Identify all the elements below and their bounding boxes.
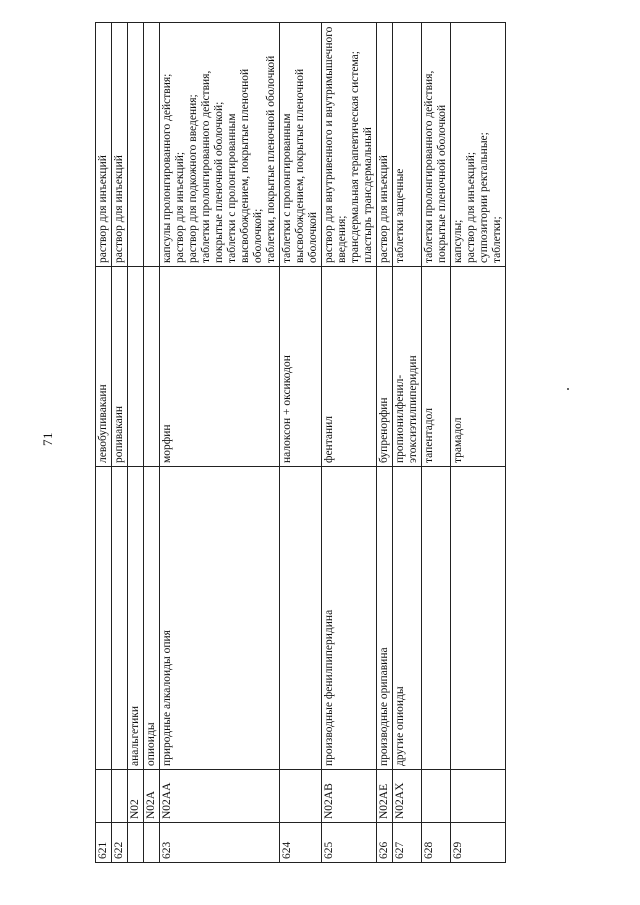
atc-code-cell (96, 770, 112, 823)
atc-group-cell (280, 467, 322, 770)
drug-name: ропивакаин (113, 405, 125, 463)
atc-group: анальгетики (129, 705, 141, 766)
dosage-form-cell (280, 23, 322, 267)
dosage-form: суппозитории ректальные; (478, 132, 490, 263)
atc-group-cell (144, 467, 160, 770)
drug-name-cell (322, 267, 377, 467)
drug-name: тапентадол (423, 408, 435, 463)
dosage-form: таблетки, покрытые пленочной оболочкой (265, 55, 277, 263)
atc-group: другие опиоиды (394, 686, 406, 766)
drug-name-cell (393, 267, 422, 467)
dosage-form-cell (144, 23, 160, 267)
table-row (451, 23, 506, 863)
atc-group-cell (451, 467, 506, 770)
row-number-cell: 622 (112, 823, 128, 863)
atc-group-cell (160, 467, 280, 770)
page-number: 71 (40, 432, 55, 446)
drug-name-cell (112, 267, 128, 467)
row-number-cell: 621 (96, 823, 112, 863)
dosage-form: таблетки пролонгированного действия, покрытые пленочной оболочкой; (200, 70, 225, 263)
drug-name: бупренорфин (378, 397, 390, 463)
row-number-cell: 625 (322, 823, 377, 863)
row-number-cell: 629 (451, 823, 506, 863)
atc-code-cell (280, 770, 322, 823)
drug-name-cell (96, 267, 112, 467)
dosage-form: раствор для инъекций; (465, 151, 477, 263)
dosage-form-cell (96, 23, 112, 267)
atc-code-cell (160, 770, 280, 823)
row-number-cell: 627 (393, 823, 422, 863)
atc-code: N02AA (161, 782, 173, 819)
atc-group: природные алкалоиды опия (161, 630, 173, 766)
atc-group-cell (393, 467, 422, 770)
dosage-form: раствор для инъекций; (174, 151, 186, 263)
dosage-form-cell (377, 23, 393, 267)
dosage-form: капсулы пролонгированного действия; (161, 73, 173, 263)
atc-code-cell (322, 770, 377, 823)
drug-name: трамадол (452, 417, 464, 463)
dosage-form-cell (112, 23, 128, 267)
table-row (160, 23, 280, 863)
drug-name-cell (144, 267, 160, 467)
dosage-form: таблетки с пролонгированным высвобождением, покрытые пленочной оболочкой; (226, 68, 264, 263)
table-row (322, 23, 377, 863)
drug-name: фентанил (323, 415, 335, 463)
dosage-form: таблетки защечные (394, 168, 406, 263)
atc-group-cell (422, 467, 451, 770)
drug-name-cell (280, 267, 322, 467)
table-row (112, 23, 128, 863)
drug-name-cell (377, 267, 393, 467)
drug-name-cell (451, 267, 506, 467)
table-row (280, 23, 322, 863)
atc-code: N02A (145, 790, 157, 819)
atc-group-cell (377, 467, 393, 770)
atc-code-cell (377, 770, 393, 823)
dosage-form-cell (393, 23, 422, 267)
atc-code-cell (144, 770, 160, 823)
row-number-cell: 623 (160, 823, 280, 863)
dosage-form: пластырь трансдермальный (362, 127, 374, 263)
dosage-form-cell (128, 23, 144, 267)
atc-group: производные орипавина (378, 647, 390, 766)
dosage-form: раствор для инъекций (113, 155, 125, 263)
dosage-form: таблетки с пролонгированным высвобождением, покрытые пленочной оболочкой (281, 68, 319, 263)
drug-name: пропионилфенил-этоксиэтилпиперидин (394, 355, 419, 463)
atc-group-cell (128, 467, 144, 770)
drug-name: левобупивакаин (97, 384, 109, 463)
row-number-cell (128, 823, 144, 863)
atc-group: производные фенилпиперидина (323, 609, 335, 766)
drug-name: морфин (161, 424, 173, 463)
atc-code: N02AX (394, 782, 406, 819)
row-number-cell: 626 (377, 823, 393, 863)
table-row (96, 23, 112, 863)
row-number-cell: 628 (422, 823, 451, 863)
drug-name-cell (422, 267, 451, 467)
atc-code: N02AE (378, 783, 390, 819)
atc-code: N02 (129, 799, 141, 819)
atc-code-cell (451, 770, 506, 823)
dosage-form-cell (322, 23, 377, 267)
atc-code: N02AB (323, 783, 335, 819)
rotated-table-area (40, 23, 545, 863)
table-row (422, 23, 451, 863)
drug-name: налоксон + оксикодон (281, 355, 293, 463)
atc-code-cell (112, 770, 128, 823)
atc-code-cell (393, 770, 422, 823)
dosage-form: раствор для внутривенного и внутримышечного введения; (323, 26, 348, 263)
dosage-form: раствор для подкожного введения; (187, 94, 199, 263)
table-row (144, 23, 160, 863)
dosage-form: таблетки пролонгированного действия, покрытые пленочной оболочкой (423, 70, 448, 263)
atc-code-cell (422, 770, 451, 823)
dosage-form: раствор для инъекций (378, 155, 390, 263)
dosage-form: таблетки; (491, 216, 503, 263)
dosage-form: капсулы; (452, 219, 464, 263)
table-row (377, 23, 393, 863)
atc-group-cell (112, 467, 128, 770)
scan-speck (567, 388, 569, 390)
row-number-cell (144, 823, 160, 863)
atc-group-cell (96, 467, 112, 770)
dosage-form: трансдермальная терапевтическая система; (349, 51, 361, 263)
table-row (393, 23, 422, 863)
dosage-form-cell (451, 23, 506, 267)
row-number-cell: 624 (280, 823, 322, 863)
dosage-form: раствор для инъекций (97, 155, 109, 263)
table-row (128, 23, 144, 863)
atc-group: опиоиды (145, 722, 157, 766)
dosage-form-cell (422, 23, 451, 267)
drug-table (95, 22, 506, 863)
dosage-form-cell (160, 23, 280, 267)
drug-name-cell (128, 267, 144, 467)
atc-group-cell (322, 467, 377, 770)
atc-code-cell (128, 770, 144, 823)
drug-name-cell (160, 267, 280, 467)
